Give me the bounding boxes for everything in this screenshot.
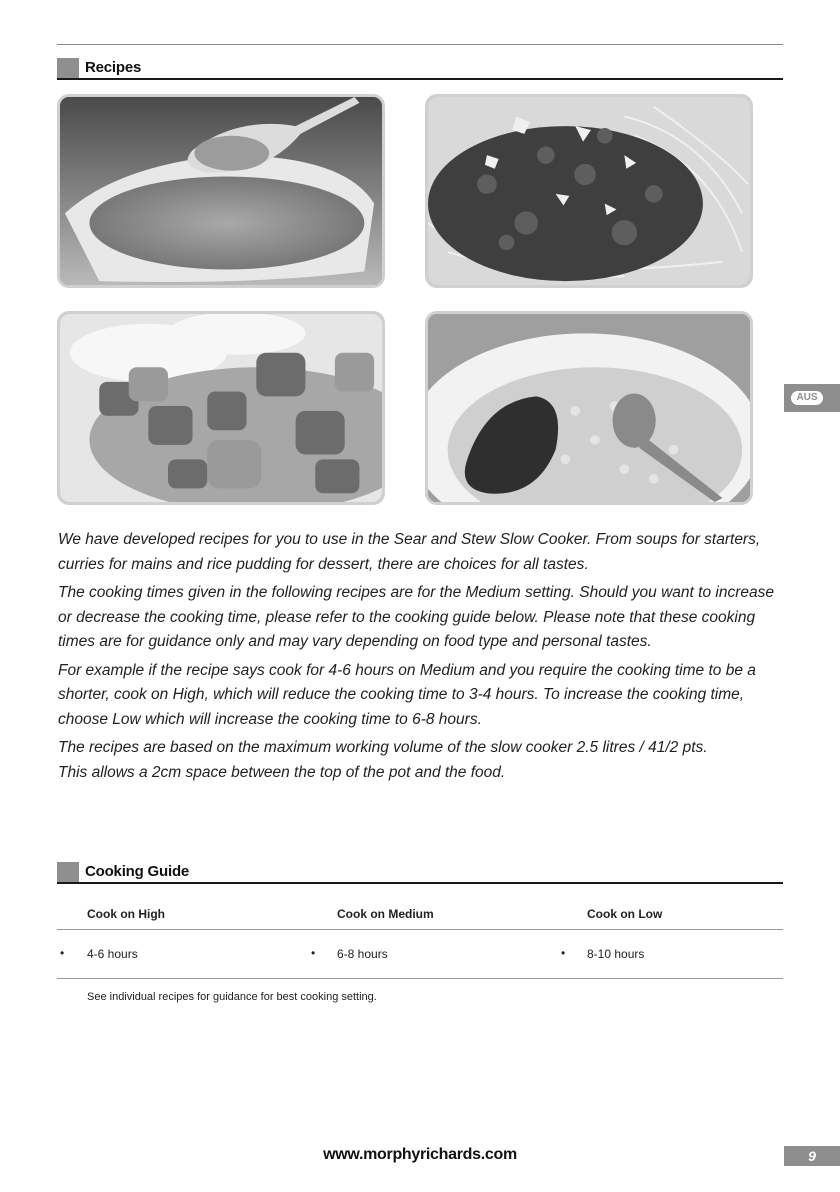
- guide-row-divider: [57, 929, 783, 930]
- intro-paragraph: We have developed recipes for you to use in the Sear and Stew Slow Cooker. From soups for starters, curries for mains and rice pudding for dessert, there are choices for all tastes.: [58, 531, 761, 573]
- guide-header-low: Cook on Low: [587, 907, 663, 921]
- intro-paragraph: This allows a 2cm space between the top of the pot and the food.: [58, 763, 506, 781]
- heading-tab-marker: [57, 862, 79, 882]
- guide-value-low: 8-10 hours: [587, 947, 645, 961]
- top-rule: [57, 44, 783, 45]
- intro-paragraph: The cooking times given in the following recipes are for the Medium setting. Should you want to increase or decrease the cooking time, please refer to the cooking guide below. Please note that these cooking times are for guidance only and may vary depending on food type and personal tastes.: [58, 584, 774, 650]
- cooking-guide-heading-label: Cooking Guide: [85, 863, 190, 880]
- photo-spaghetti-bolognese: [425, 94, 753, 288]
- bullet-icon: •: [311, 946, 316, 960]
- photo-soup: [57, 94, 385, 288]
- recipes-heading-label: Recipes: [85, 59, 142, 76]
- guide-value-medium: 6-8 hours: [337, 947, 388, 961]
- footer-website-link[interactable]: www.morphyrichards.com: [323, 1146, 517, 1163]
- recipes-heading: [57, 58, 783, 80]
- intro-text: [58, 528, 778, 789]
- guide-note: See individual recipes for guidance for best cooking setting.: [87, 991, 377, 1003]
- bullet-icon: •: [561, 946, 566, 960]
- guide-value-high: 4-6 hours: [87, 947, 138, 961]
- heading-tab-marker: [57, 58, 79, 78]
- photo-rice-pudding: [425, 311, 753, 505]
- page-number: 9: [784, 1146, 840, 1166]
- intro-paragraph: For example if the recipe says cook for 4-6 hours on Medium and you require the cooking time to be a shorter, cook on High, which will reduce the cooking time to 3-4 hours. To increase the cooking time, choose Low which will increase the cooking time to 6-8 hours.: [58, 661, 756, 728]
- cooking-guide-heading: [57, 862, 783, 884]
- guide-header-medium: Cook on Medium: [337, 907, 434, 921]
- guide-row-divider: [57, 978, 783, 979]
- intro-paragraph: The recipes are based on the maximum working volume of the slow cooker 2.5 litres / 41/2 pts.: [58, 739, 708, 756]
- bullet-icon: •: [60, 946, 65, 960]
- region-badge: AUS: [791, 391, 823, 405]
- guide-header-high: Cook on High: [87, 907, 165, 921]
- photo-curry-with-rice: [57, 311, 385, 505]
